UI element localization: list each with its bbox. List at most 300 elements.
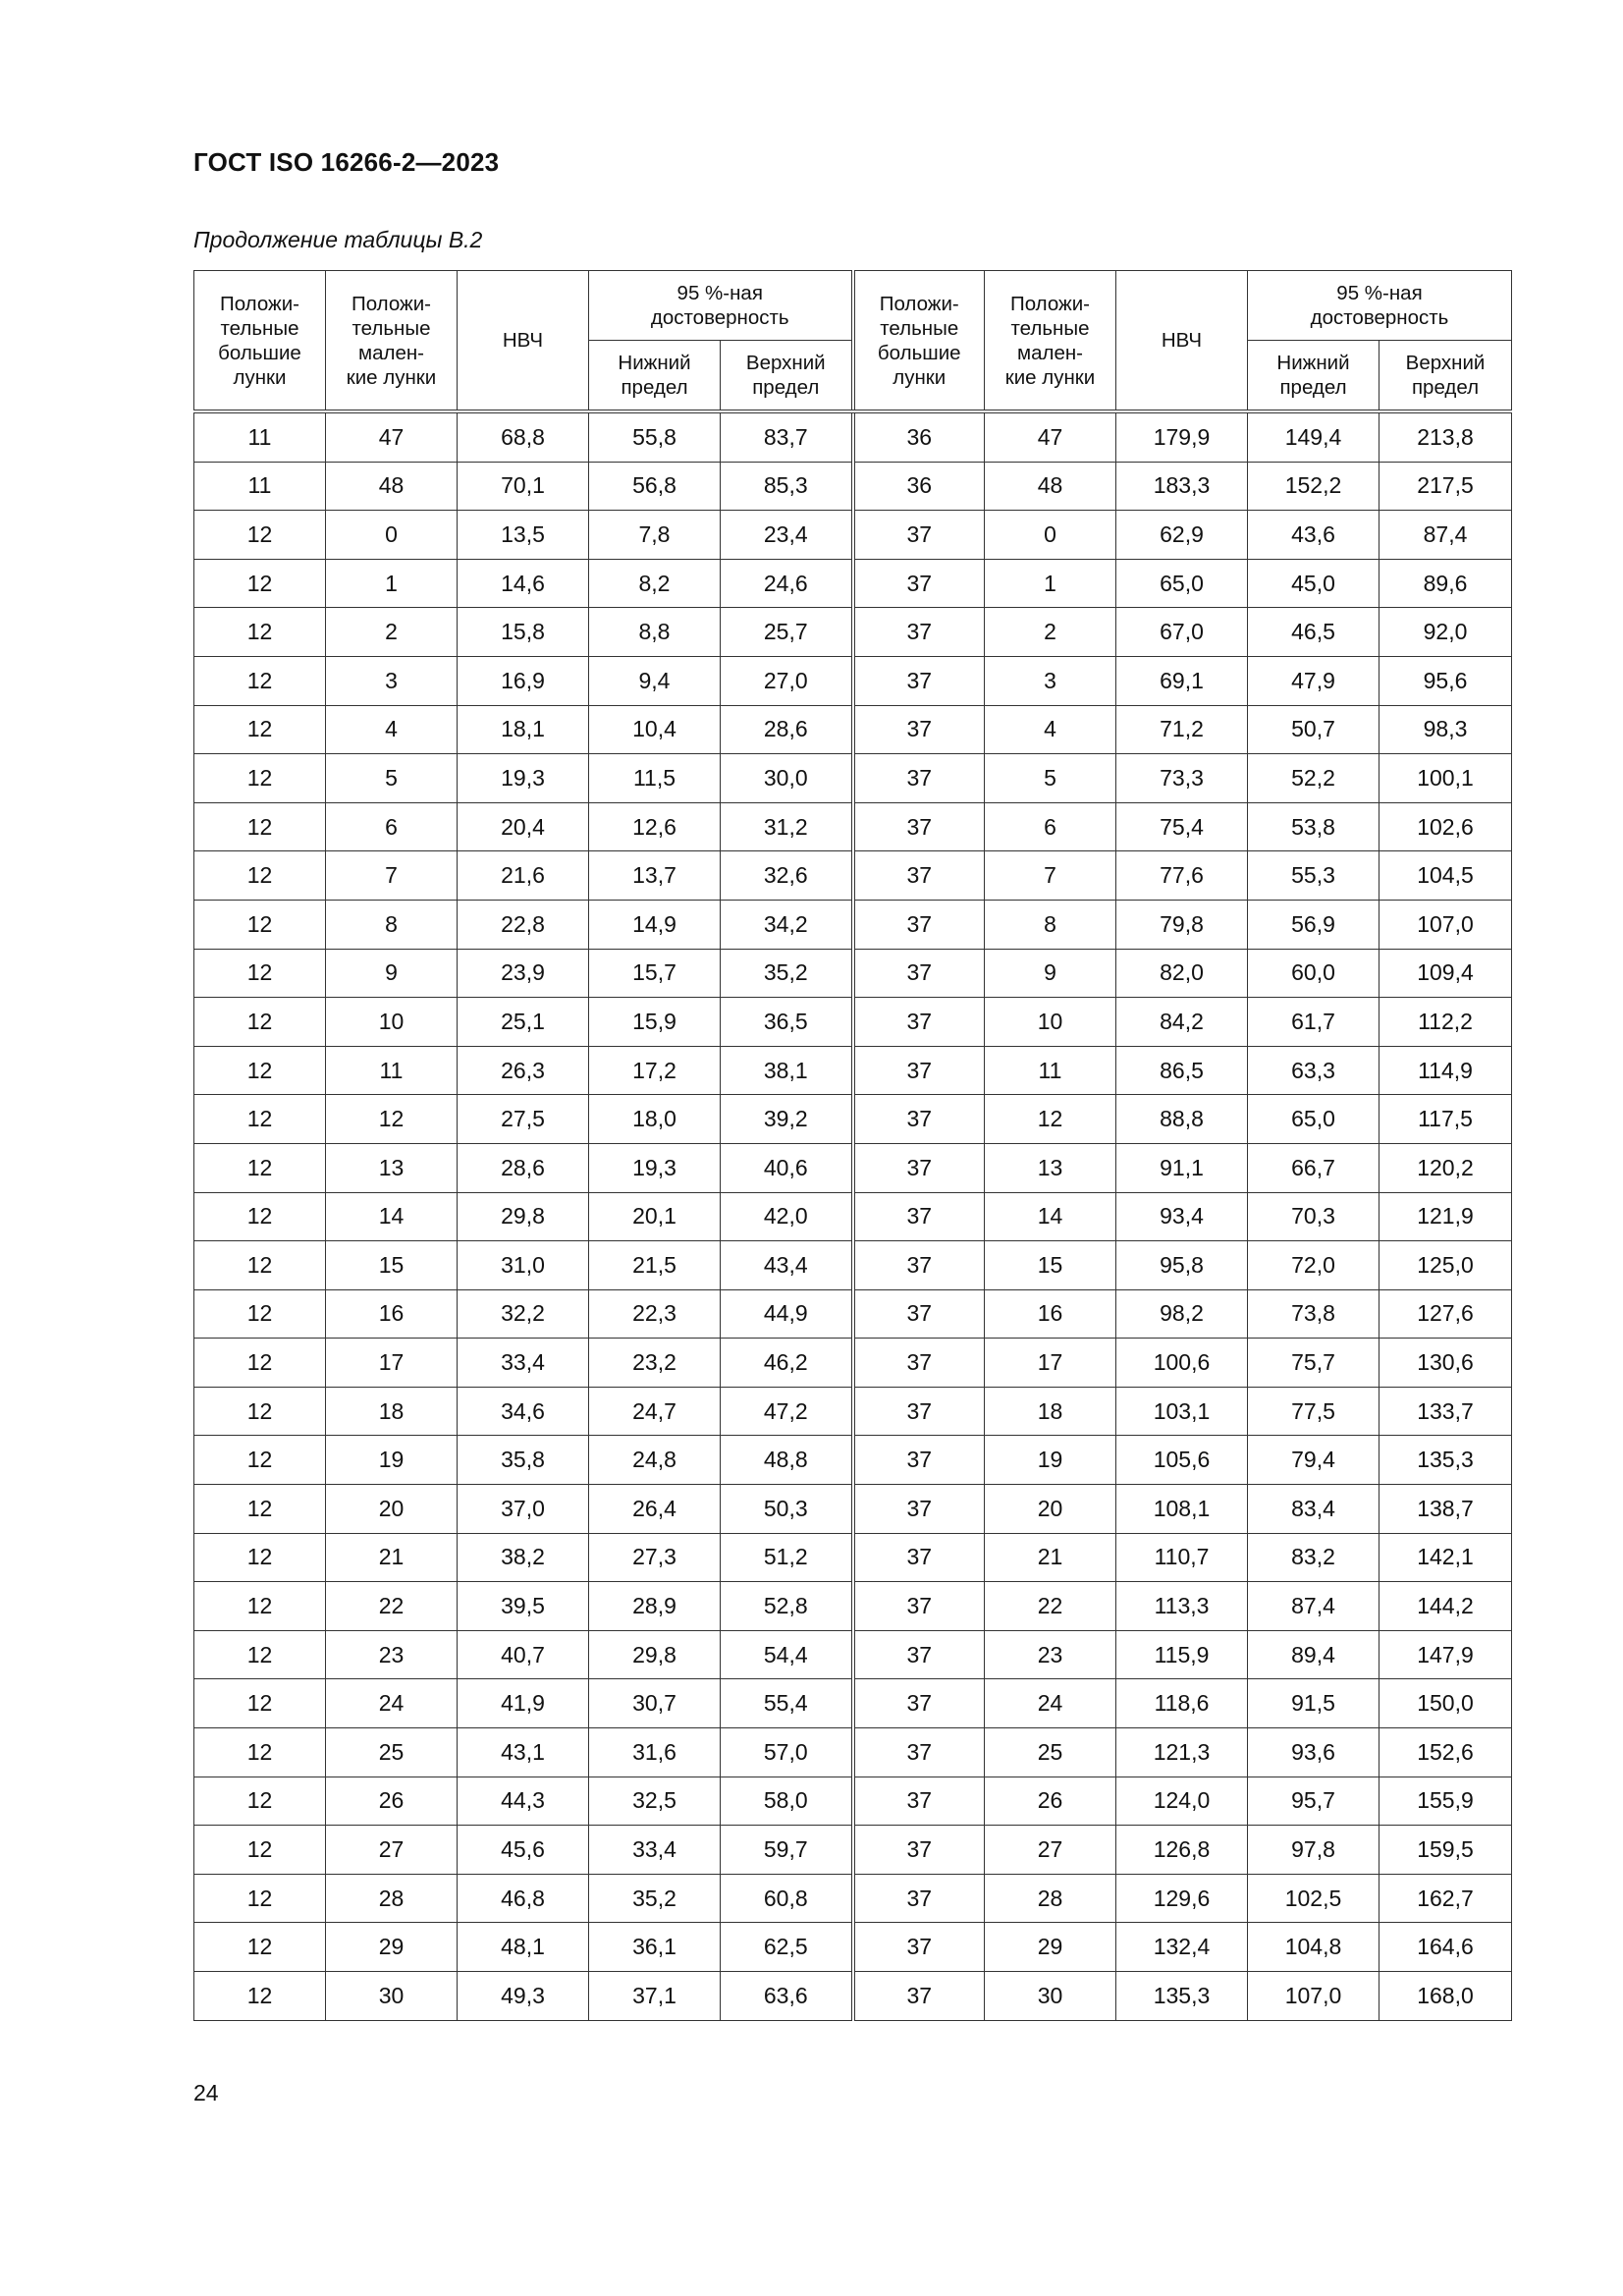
table-cell: 88,8 xyxy=(1116,1095,1248,1144)
table-cell: 26 xyxy=(985,1777,1116,1826)
table-cell: 59,7 xyxy=(721,1826,853,1875)
table-cell: 47 xyxy=(326,411,458,462)
table-cell: 24,7 xyxy=(589,1387,721,1436)
table-cell: 155,9 xyxy=(1380,1777,1512,1826)
table-cell: 43,4 xyxy=(721,1241,853,1290)
table-cell: 3 xyxy=(326,656,458,705)
table-cell: 60,8 xyxy=(721,1874,853,1923)
table-cell: 27,5 xyxy=(458,1095,589,1144)
table-row xyxy=(194,608,1512,657)
table-cell: 12 xyxy=(194,1972,326,2021)
table-cell: 43,6 xyxy=(1248,511,1380,560)
table-cell: 130,6 xyxy=(1380,1339,1512,1388)
table-cell: 7,8 xyxy=(589,511,721,560)
table-cell: 0 xyxy=(326,511,458,560)
header-large-wells: Положи- тельные большие лунки xyxy=(194,271,326,412)
table-cell: 21,5 xyxy=(589,1241,721,1290)
table-row xyxy=(194,1728,1512,1777)
table-cell: 107,0 xyxy=(1380,900,1512,949)
table-cell: 0 xyxy=(985,511,1116,560)
table-cell: 36 xyxy=(853,462,985,511)
table-row xyxy=(194,1241,1512,1290)
table-cell: 52,2 xyxy=(1248,754,1380,803)
table-cell: 53,8 xyxy=(1248,802,1380,851)
table-row xyxy=(194,1339,1512,1388)
table-cell: 95,8 xyxy=(1116,1241,1248,1290)
table-cell: 4 xyxy=(985,705,1116,754)
table-cell: 25,1 xyxy=(458,998,589,1047)
table-row xyxy=(194,1436,1512,1485)
table-cell: 6 xyxy=(985,802,1116,851)
table-cell: 17 xyxy=(326,1339,458,1388)
table-cell: 16 xyxy=(985,1289,1116,1339)
table-cell: 22 xyxy=(326,1582,458,1631)
table-cell: 37 xyxy=(853,1923,985,1972)
table-cell: 34,2 xyxy=(721,900,853,949)
table-cell: 79,4 xyxy=(1248,1436,1380,1485)
table-cell: 20 xyxy=(985,1485,1116,1534)
table-cell: 37 xyxy=(853,559,985,608)
table-cell: 104,8 xyxy=(1248,1923,1380,1972)
table-cell: 37 xyxy=(853,851,985,901)
table-cell: 8 xyxy=(326,900,458,949)
table-cell: 179,9 xyxy=(1116,411,1248,462)
table-cell: 115,9 xyxy=(1116,1630,1248,1679)
table-row xyxy=(194,851,1512,901)
table-cell: 142,1 xyxy=(1380,1533,1512,1582)
table-cell: 37 xyxy=(853,1046,985,1095)
table-cell: 83,2 xyxy=(1248,1533,1380,1582)
table-cell: 1 xyxy=(985,559,1116,608)
header-lower-limit: Нижний предел xyxy=(589,341,721,412)
table-cell: 7 xyxy=(326,851,458,901)
table-cell: 82,0 xyxy=(1116,949,1248,998)
table-cell: 91,1 xyxy=(1116,1143,1248,1192)
table-cell: 37,0 xyxy=(458,1485,589,1534)
table-cell: 98,2 xyxy=(1116,1289,1248,1339)
table-cell: 37 xyxy=(853,1582,985,1631)
table-cell: 25 xyxy=(326,1728,458,1777)
table-cell: 38,2 xyxy=(458,1533,589,1582)
table-cell: 183,3 xyxy=(1116,462,1248,511)
table-cell: 52,8 xyxy=(721,1582,853,1631)
table-row xyxy=(194,462,1512,511)
table-cell: 58,0 xyxy=(721,1777,853,1826)
table-cell: 12 xyxy=(194,802,326,851)
table-cell: 38,1 xyxy=(721,1046,853,1095)
table-cell: 34,6 xyxy=(458,1387,589,1436)
table-cell: 114,9 xyxy=(1380,1046,1512,1095)
table-cell: 152,2 xyxy=(1248,462,1380,511)
table-cell: 16,9 xyxy=(458,656,589,705)
table-cell: 73,8 xyxy=(1248,1289,1380,1339)
table-row xyxy=(194,559,1512,608)
table-cell: 121,3 xyxy=(1116,1728,1248,1777)
table-row xyxy=(194,1923,1512,1972)
table-cell: 55,3 xyxy=(1248,851,1380,901)
table-cell: 12 xyxy=(985,1095,1116,1144)
table-cell: 37 xyxy=(853,1095,985,1144)
table-cell: 30 xyxy=(985,1972,1116,2021)
table-cell: 113,3 xyxy=(1116,1582,1248,1631)
table-cell: 138,7 xyxy=(1380,1485,1512,1534)
table-row xyxy=(194,411,1512,462)
table-cell: 29,8 xyxy=(458,1192,589,1241)
table-row xyxy=(194,1777,1512,1826)
table-cell: 92,0 xyxy=(1380,608,1512,657)
table-row xyxy=(194,900,1512,949)
table-cell: 108,1 xyxy=(1116,1485,1248,1534)
table-cell: 37 xyxy=(853,1630,985,1679)
table-cell: 44,3 xyxy=(458,1777,589,1826)
table-row xyxy=(194,1095,1512,1144)
table-cell: 27 xyxy=(985,1826,1116,1875)
table-cell: 25,7 xyxy=(721,608,853,657)
table-cell: 213,8 xyxy=(1380,411,1512,462)
table-cell: 37 xyxy=(853,1874,985,1923)
table-cell: 98,3 xyxy=(1380,705,1512,754)
table-cell: 14,9 xyxy=(589,900,721,949)
table-cell: 18 xyxy=(985,1387,1116,1436)
table-cell: 87,4 xyxy=(1380,511,1512,560)
table-cell: 37 xyxy=(853,949,985,998)
table-cell: 13,5 xyxy=(458,511,589,560)
table-row xyxy=(194,1972,1512,2021)
table-cell: 15,8 xyxy=(458,608,589,657)
table-cell: 28,6 xyxy=(721,705,853,754)
table-cell: 87,4 xyxy=(1248,1582,1380,1631)
table-cell: 37 xyxy=(853,1339,985,1388)
table-cell: 37 xyxy=(853,1289,985,1339)
table-cell: 135,3 xyxy=(1380,1436,1512,1485)
table-cell: 35,8 xyxy=(458,1436,589,1485)
table-row xyxy=(194,998,1512,1047)
table-cell: 125,0 xyxy=(1380,1241,1512,1290)
table-cell: 42,0 xyxy=(721,1192,853,1241)
table-row xyxy=(194,1582,1512,1631)
table-cell: 17,2 xyxy=(589,1046,721,1095)
table-cell: 11 xyxy=(985,1046,1116,1095)
header-mpn: НВЧ xyxy=(1116,271,1248,412)
table-cell: 31,0 xyxy=(458,1241,589,1290)
table-cell: 77,6 xyxy=(1116,851,1248,901)
table-cell: 37 xyxy=(853,1533,985,1582)
mpn-table xyxy=(193,270,1512,2021)
table-row xyxy=(194,1874,1512,1923)
table-row xyxy=(194,1192,1512,1241)
table-cell: 144,2 xyxy=(1380,1582,1512,1631)
table-cell: 65,0 xyxy=(1248,1095,1380,1144)
table-cell: 47 xyxy=(985,411,1116,462)
table-cell: 63,6 xyxy=(721,1972,853,2021)
table-cell: 12 xyxy=(194,1387,326,1436)
header-lower-limit: Нижний предел xyxy=(1248,341,1380,412)
table-cell: 54,4 xyxy=(721,1630,853,1679)
table-cell: 24,8 xyxy=(589,1436,721,1485)
table-cell: 3 xyxy=(985,656,1116,705)
table-cell: 217,5 xyxy=(1380,462,1512,511)
table-cell: 28 xyxy=(985,1874,1116,1923)
table-cell: 50,3 xyxy=(721,1485,853,1534)
table-cell: 51,2 xyxy=(721,1533,853,1582)
table-cell: 30,7 xyxy=(589,1679,721,1728)
table-row xyxy=(194,656,1512,705)
table-cell: 22 xyxy=(985,1582,1116,1631)
table-cell: 14,6 xyxy=(458,559,589,608)
table-cell: 69,1 xyxy=(1116,656,1248,705)
table-cell: 12 xyxy=(194,1533,326,1582)
table-cell: 7 xyxy=(985,851,1116,901)
table-cell: 15 xyxy=(326,1241,458,1290)
table-cell: 30 xyxy=(326,1972,458,2021)
table-cell: 12 xyxy=(194,998,326,1047)
table-cell: 44,9 xyxy=(721,1289,853,1339)
table-cell: 23,2 xyxy=(589,1339,721,1388)
table-body xyxy=(194,411,1512,2020)
table-cell: 11 xyxy=(194,462,326,511)
header-small-wells: Положи- тельные мален- кие лунки xyxy=(326,271,458,412)
table-cell: 19 xyxy=(326,1436,458,1485)
table-cell: 135,3 xyxy=(1116,1972,1248,2021)
table-cell: 5 xyxy=(985,754,1116,803)
table-cell: 11 xyxy=(194,411,326,462)
table-cell: 97,8 xyxy=(1248,1826,1380,1875)
table-row xyxy=(194,1046,1512,1095)
table-cell: 164,6 xyxy=(1380,1923,1512,1972)
table-cell: 37 xyxy=(853,1728,985,1777)
table-cell: 126,8 xyxy=(1116,1826,1248,1875)
table-cell: 36,5 xyxy=(721,998,853,1047)
table-cell: 104,5 xyxy=(1380,851,1512,901)
table-cell: 117,5 xyxy=(1380,1095,1512,1144)
table-cell: 100,1 xyxy=(1380,754,1512,803)
table-cell: 12 xyxy=(194,1046,326,1095)
table-row xyxy=(194,1533,1512,1582)
table-cell: 73,3 xyxy=(1116,754,1248,803)
table-cell: 37 xyxy=(853,705,985,754)
table-cell: 89,4 xyxy=(1248,1630,1380,1679)
table-cell: 55,8 xyxy=(589,411,721,462)
table-cell: 121,9 xyxy=(1380,1192,1512,1241)
table-cell: 67,0 xyxy=(1116,608,1248,657)
table-cell: 95,7 xyxy=(1248,1777,1380,1826)
table-cell: 37 xyxy=(853,1777,985,1826)
table-cell: 47,9 xyxy=(1248,656,1380,705)
table-row xyxy=(194,1143,1512,1192)
table-cell: 37 xyxy=(853,656,985,705)
table-cell: 66,7 xyxy=(1248,1143,1380,1192)
table-cell: 37 xyxy=(853,998,985,1047)
table-cell: 83,4 xyxy=(1248,1485,1380,1534)
table-cell: 43,1 xyxy=(458,1728,589,1777)
table-cell: 89,6 xyxy=(1380,559,1512,608)
table-cell: 10 xyxy=(326,998,458,1047)
table-header xyxy=(194,271,1512,412)
table-cell: 33,4 xyxy=(458,1339,589,1388)
table-cell: 40,7 xyxy=(458,1630,589,1679)
table-row xyxy=(194,1679,1512,1728)
table-cell: 8 xyxy=(985,900,1116,949)
table-cell: 71,2 xyxy=(1116,705,1248,754)
table-cell: 102,5 xyxy=(1248,1874,1380,1923)
table-cell: 29 xyxy=(326,1923,458,1972)
table-cell: 15 xyxy=(985,1241,1116,1290)
table-cell: 14 xyxy=(326,1192,458,1241)
table-cell: 37 xyxy=(853,608,985,657)
table-cell: 12 xyxy=(194,900,326,949)
table-cell: 28,6 xyxy=(458,1143,589,1192)
table-cell: 57,0 xyxy=(721,1728,853,1777)
table-cell: 40,6 xyxy=(721,1143,853,1192)
table-cell: 150,0 xyxy=(1380,1679,1512,1728)
table-cell: 12 xyxy=(194,511,326,560)
table-cell: 62,5 xyxy=(721,1923,853,1972)
table-cell: 24 xyxy=(326,1679,458,1728)
table-row xyxy=(194,1630,1512,1679)
table-cell: 85,3 xyxy=(721,462,853,511)
table-cell: 6 xyxy=(326,802,458,851)
table-cell: 37 xyxy=(853,754,985,803)
table-cell: 37 xyxy=(853,1485,985,1534)
table-cell: 37 xyxy=(853,1387,985,1436)
table-cell: 24,6 xyxy=(721,559,853,608)
table-cell: 21 xyxy=(985,1533,1116,1582)
table-cell: 62,9 xyxy=(1116,511,1248,560)
table-cell: 37 xyxy=(853,1436,985,1485)
table-cell: 46,2 xyxy=(721,1339,853,1388)
table-cell: 19 xyxy=(985,1436,1116,1485)
table-cell: 12 xyxy=(194,608,326,657)
table-cell: 33,4 xyxy=(589,1826,721,1875)
table-cell: 149,4 xyxy=(1248,411,1380,462)
table-cell: 79,8 xyxy=(1116,900,1248,949)
table-cell: 4 xyxy=(326,705,458,754)
table-cell: 2 xyxy=(985,608,1116,657)
table-cell: 48 xyxy=(326,462,458,511)
table-cell: 36 xyxy=(853,411,985,462)
table-cell: 70,3 xyxy=(1248,1192,1380,1241)
table-cell: 1 xyxy=(326,559,458,608)
table-cell: 15,7 xyxy=(589,949,721,998)
table-cell: 35,2 xyxy=(721,949,853,998)
table-cell: 159,5 xyxy=(1380,1826,1512,1875)
table-cell: 12 xyxy=(194,1143,326,1192)
table-cell: 75,7 xyxy=(1248,1339,1380,1388)
table-cell: 22,8 xyxy=(458,900,589,949)
table-cell: 37 xyxy=(853,1972,985,2021)
table-cell: 12 xyxy=(194,1679,326,1728)
table-cell: 20,4 xyxy=(458,802,589,851)
header-mpn: НВЧ xyxy=(458,271,589,412)
table-cell: 109,4 xyxy=(1380,949,1512,998)
table-cell: 37,1 xyxy=(589,1972,721,2021)
table-cell: 84,2 xyxy=(1116,998,1248,1047)
table-row xyxy=(194,1826,1512,1875)
table-cell: 93,4 xyxy=(1116,1192,1248,1241)
header-small-wells: Положи- тельные мален- кие лунки xyxy=(985,271,1116,412)
table-cell: 30,0 xyxy=(721,754,853,803)
table-cell: 49,3 xyxy=(458,1972,589,2021)
header-upper-limit: Верхний предел xyxy=(721,341,853,412)
table-cell: 28,9 xyxy=(589,1582,721,1631)
table-caption: Продолжение таблицы В.2 xyxy=(193,227,483,252)
table-cell: 45,6 xyxy=(458,1826,589,1875)
table-cell: 28 xyxy=(326,1874,458,1923)
table-cell: 37 xyxy=(853,1679,985,1728)
table-cell: 63,3 xyxy=(1248,1046,1380,1095)
table-row xyxy=(194,1289,1512,1339)
table-cell: 120,2 xyxy=(1380,1143,1512,1192)
table-cell: 9 xyxy=(985,949,1116,998)
table-cell: 9 xyxy=(326,949,458,998)
table-cell: 21,6 xyxy=(458,851,589,901)
table-cell: 162,7 xyxy=(1380,1874,1512,1923)
table-cell: 13,7 xyxy=(589,851,721,901)
table-cell: 2 xyxy=(326,608,458,657)
table-cell: 9,4 xyxy=(589,656,721,705)
table-cell: 11,5 xyxy=(589,754,721,803)
table-cell: 14 xyxy=(985,1192,1116,1241)
table-cell: 26,3 xyxy=(458,1046,589,1095)
table-cell: 36,1 xyxy=(589,1923,721,1972)
table-cell: 32,5 xyxy=(589,1777,721,1826)
table-cell: 8,8 xyxy=(589,608,721,657)
table-cell: 12 xyxy=(194,949,326,998)
table-cell: 127,6 xyxy=(1380,1289,1512,1339)
table-cell: 129,6 xyxy=(1116,1874,1248,1923)
table-cell: 18,1 xyxy=(458,705,589,754)
table-cell: 27,0 xyxy=(721,656,853,705)
table-cell: 12 xyxy=(194,1339,326,1388)
table-cell: 12 xyxy=(194,559,326,608)
table-cell: 56,8 xyxy=(589,462,721,511)
table-row xyxy=(194,754,1512,803)
table-cell: 23,4 xyxy=(721,511,853,560)
table-cell: 102,6 xyxy=(1380,802,1512,851)
table-cell: 37 xyxy=(853,900,985,949)
table-cell: 105,6 xyxy=(1116,1436,1248,1485)
table-cell: 37 xyxy=(853,802,985,851)
table-cell: 32,2 xyxy=(458,1289,589,1339)
table-cell: 12 xyxy=(194,1485,326,1534)
table-cell: 12 xyxy=(194,754,326,803)
table-cell: 35,2 xyxy=(589,1874,721,1923)
table-cell: 10 xyxy=(985,998,1116,1047)
header-large-wells: Положи- тельные большие лунки xyxy=(853,271,985,412)
table-cell: 72,0 xyxy=(1248,1241,1380,1290)
table-cell: 12 xyxy=(194,1192,326,1241)
table-cell: 15,9 xyxy=(589,998,721,1047)
table-cell: 37 xyxy=(853,1143,985,1192)
table-cell: 29 xyxy=(985,1923,1116,1972)
table-cell: 12,6 xyxy=(589,802,721,851)
table-cell: 48,1 xyxy=(458,1923,589,1972)
table-cell: 19,3 xyxy=(458,754,589,803)
table-cell: 86,5 xyxy=(1116,1046,1248,1095)
table-cell: 26,4 xyxy=(589,1485,721,1534)
table-cell: 31,6 xyxy=(589,1728,721,1777)
table-row xyxy=(194,705,1512,754)
table-cell: 83,7 xyxy=(721,411,853,462)
table-cell: 12 xyxy=(194,1436,326,1485)
table-cell: 17 xyxy=(985,1339,1116,1388)
table-cell: 37 xyxy=(853,511,985,560)
table-cell: 39,5 xyxy=(458,1582,589,1631)
table-cell: 37 xyxy=(853,1241,985,1290)
table-cell: 18,0 xyxy=(589,1095,721,1144)
table-row xyxy=(194,802,1512,851)
document-code: ГОСТ ISO 16266-2—2023 xyxy=(193,147,500,177)
